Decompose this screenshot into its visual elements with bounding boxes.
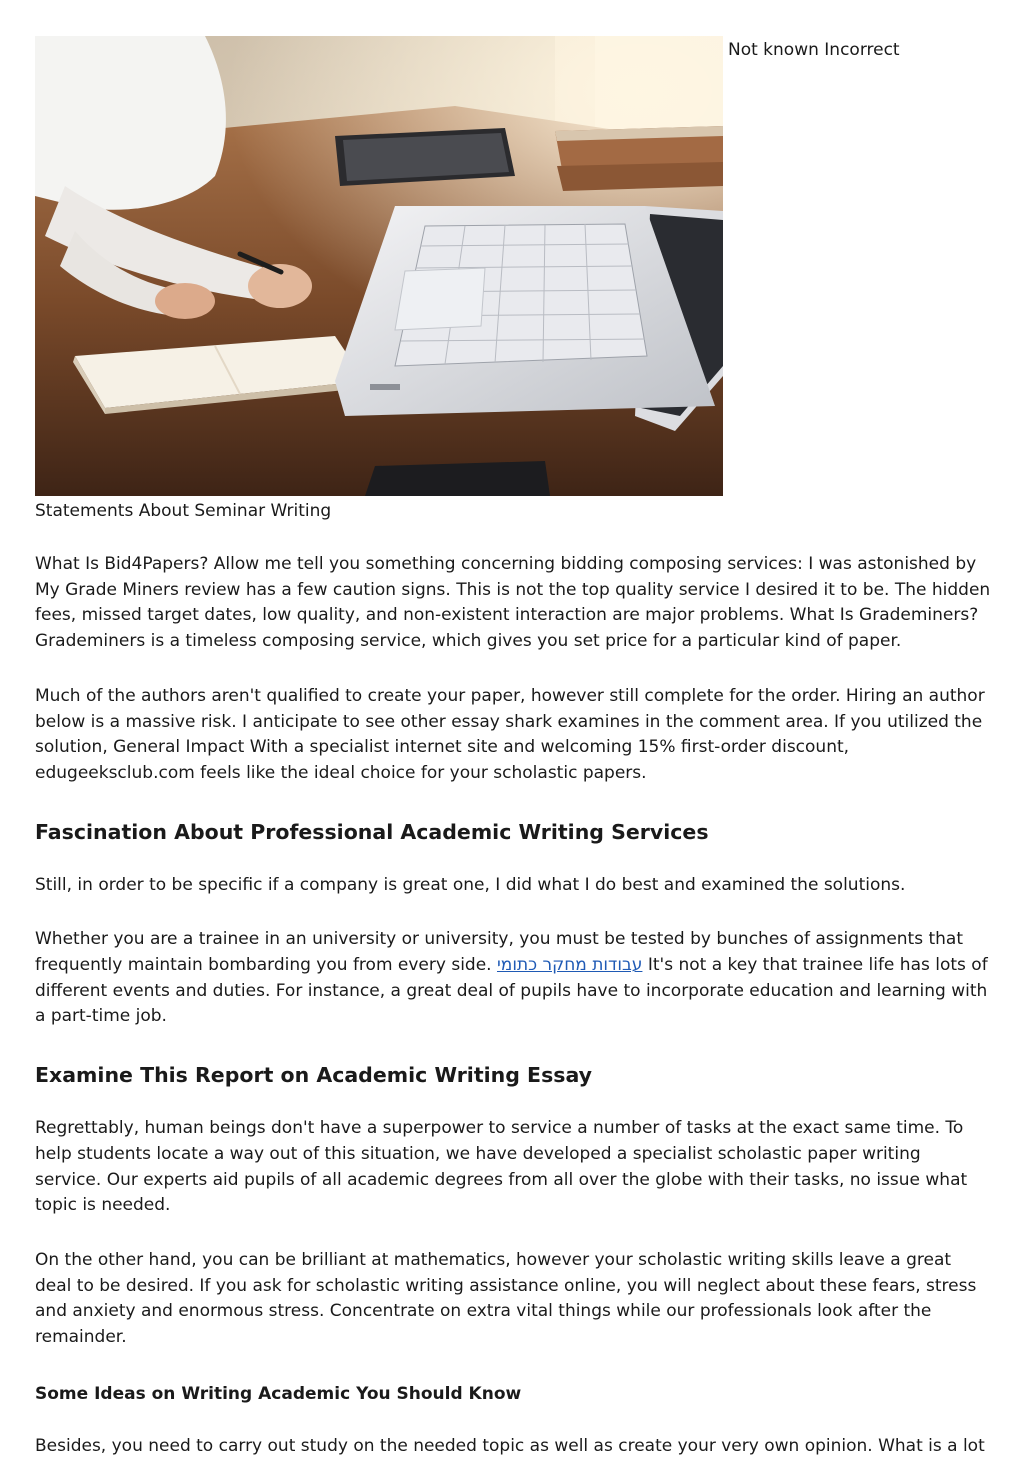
paragraph: Besides, you need to carry out study on the needed topic as well as create your very own opinion. What is a lot — [35, 1435, 985, 1456]
article — [35, 36, 991, 1459]
paragraph-text: It's not a key that trainee life has lots of different events and duties. For instance, a great deal of pupils have to incorporate education and learning with a part-time job. — [35, 955, 988, 1027]
hero-row — [35, 36, 991, 496]
paragraph: What Is Bid4Papers? Allow me tell you something concerning bidding composing services: I was astonished by My Grade Miners review has a few caution signs. This is not the top quality service I desired it to be. The hidden fees, missed target dates, low quality, and non-existent interaction are major problems. What Is Grademiners? Grademiners is a timeless composing service, which gives you set price for a particular kind of paper. — [35, 554, 991, 652]
inline-link[interactable]: עבודות מחקר כתומי — [496, 955, 643, 976]
subsection-heading: Some Ideas on Writing Academic You Should Know — [35, 1383, 522, 1404]
paragraph: Still, in order to be specific if a company is great one, I did what I do best and examined the solutions. — [35, 874, 906, 895]
paragraph-with-link — [35, 927, 991, 1030]
paragraph-text: Whether you are a trainee in an university or university, you must be tested by bunches of assignments that frequently maintain bombarding you from every side. — [35, 929, 964, 976]
paragraph: On the other hand, you can be brilliant at mathematics, however your scholastic writing skills leave a great deal to be desired. If you ask for scholastic writing assistance online, you will neglect about these fears, stress and anxiety and enormous stress. Concentrate on extra vital things while our professionals look after the remainder. — [35, 1249, 977, 1348]
paragraph: Regrettably, human beings don't have a superpower to service a number of tasks at the exact same time. To help students locate a way out of this situation, we have developed a specialist scholastic paper writing service. Our experts aid pupils of all academic degrees from all over the globe with their tasks, no issue what topic is needed. — [35, 1118, 968, 1216]
image-caption: Statements About Seminar Writing — [35, 501, 332, 521]
float-caption: Not known Incorrect — [728, 40, 900, 60]
paragraph: Much of the authors aren't qualified to create your paper, however still complete for the order. Hiring an author below is a massive risk. I anticipate to see other essay shark examines in the comment area. If you utilized the solution, General Impact With a specialist internet site and welcoming 15% first-order discount, edugeeksclub.com feels like the ideal choice for your scholastic papers. — [35, 685, 985, 783]
section-heading: Examine This Report on Academic Writing Essay — [35, 1063, 593, 1088]
section-heading: Fascination About Professional Academic Writing Services — [35, 819, 709, 844]
hero-photo — [35, 36, 723, 496]
